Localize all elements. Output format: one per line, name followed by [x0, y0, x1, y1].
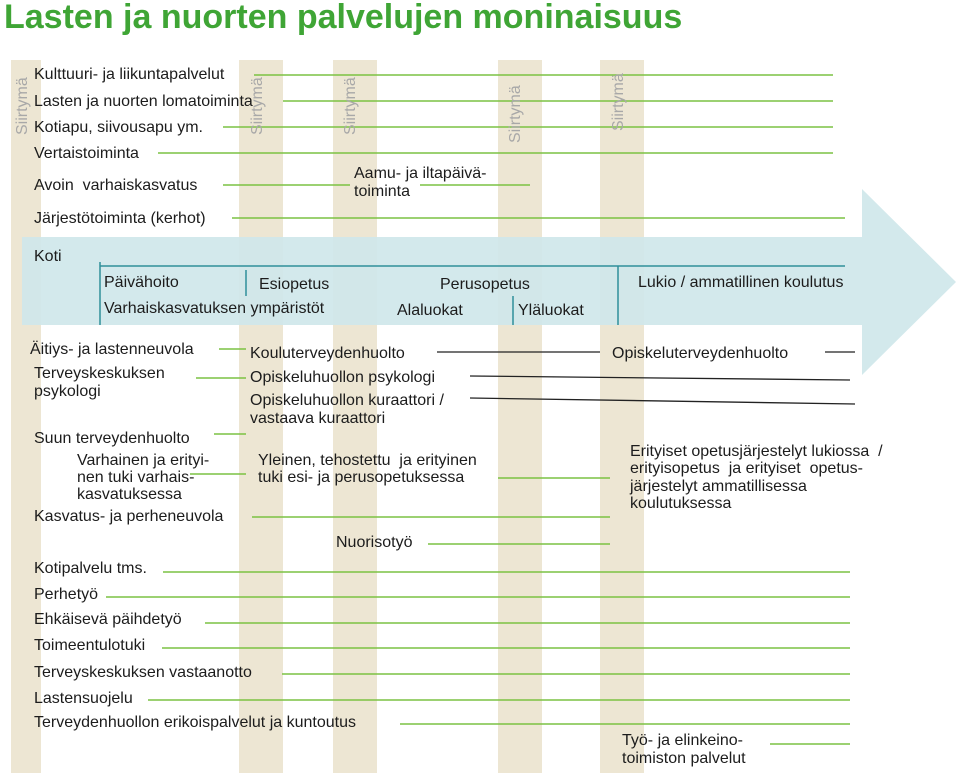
service-enhanced-support: Yleinen, tehostettu ja erityinen — [258, 452, 477, 469]
service-child-protection: Lastensuojelu — [34, 690, 133, 707]
service-leisure: Lasten ja nuorten lomatoiminta — [34, 93, 253, 110]
service-special-arrangements-4: koulutuksessa — [630, 495, 732, 512]
stage-upper-secondary: Lukio / ammatillinen koulutus — [638, 274, 844, 291]
service-early-support-3: kasvatuksessa — [77, 486, 182, 503]
service-school-health: Kouluterveydenhuolto — [250, 345, 405, 362]
service-early-support-2: nen tuki varhais- — [77, 469, 195, 486]
service-hc-reception: Terveyskeskuksen vastaanotto — [34, 664, 252, 681]
service-special-arrangements: Erityiset opetusjärjestelyt lukiossa / — [630, 443, 883, 460]
service-youth-work: Nuorisotyö — [336, 534, 413, 551]
service-home-service: Kotipalvelu tms. — [34, 560, 147, 577]
service-income-support: Toimeentulotuki — [34, 637, 146, 654]
stage-daycare: Päivähoito — [104, 274, 179, 291]
service-specialist-care: Terveydenhuollon erikoispalvelut ja kuntoutus — [34, 714, 356, 731]
stage-ecec-environments: Varhaiskasvatuksen ympäristöt — [104, 300, 325, 317]
transition-band-4 — [498, 60, 542, 773]
transition-band-5 — [600, 60, 644, 773]
diagram-title: Lasten ja nuorten palvelujen moninaisuus — [4, 0, 683, 36]
stage-lower-grades: Alaluokat — [397, 302, 463, 319]
transition-label: Siirtymä — [507, 85, 524, 143]
service-curator: Opiskeluhuollon kuraattori / — [250, 392, 444, 409]
service-curator-2: vastaava kuraattori — [250, 410, 386, 427]
service-employment-2: toimiston palvelut — [622, 750, 746, 767]
stage-upper-grades: Yläluokat — [518, 302, 584, 319]
service-family-work: Perhetyö — [34, 586, 99, 603]
service-organizations: Järjestötoiminta (kerhot) — [34, 210, 206, 227]
transition-label: Siirtymä — [610, 73, 627, 131]
service-student-psychologist: Opiskeluhuollon psykologi — [250, 369, 435, 386]
service-early-support: Varhainen ja erityi- — [77, 452, 210, 469]
service-culture: Kulttuuri- ja liikuntapalvelut — [34, 66, 225, 83]
service-hc-psychologist-2: psykologi — [34, 383, 101, 400]
service-open-ecec: Avoin varhaiskasvatus — [34, 177, 198, 194]
stage-preschool: Esiopetus — [259, 276, 330, 293]
service-enhanced-support-2: tuki esi- ja perusopetuksessa — [258, 469, 465, 486]
service-dental: Suun terveydenhuolto — [34, 430, 190, 447]
service-employment: Työ- ja elinkeino- — [622, 732, 743, 749]
transition-label: Siirtymä — [342, 77, 359, 135]
service-special-arrangements-3: järjestelyt ammatillisessa — [630, 478, 807, 495]
stage-basic-education: Perusopetus — [440, 276, 530, 293]
transition-label: Siirtymä — [249, 77, 266, 135]
service-morning-afternoon: Aamu- ja iltapäivä- — [354, 165, 487, 182]
service-substance-prevention: Ehkäisevä päihdetyö — [34, 611, 182, 628]
service-morning-afternoon-2: toiminta — [354, 183, 411, 200]
service-peer: Vertaistoiminta — [34, 145, 139, 162]
service-family-counselling: Kasvatus- ja perheneuvola — [34, 508, 224, 525]
service-student-health: Opiskeluterveydenhuolto — [612, 345, 789, 362]
service-hc-psychologist: Terveyskeskuksen — [34, 365, 165, 382]
transition-label: Siirtymä — [14, 77, 31, 135]
service-home-help: Kotiapu, siivousapu ym. — [34, 119, 203, 136]
service-special-arrangements-2: erityisopetus ja erityiset opetus- — [630, 460, 863, 477]
stage-home: Koti — [34, 248, 62, 265]
service-maternity-clinic: Äitiys- ja lastenneuvola — [30, 341, 194, 358]
